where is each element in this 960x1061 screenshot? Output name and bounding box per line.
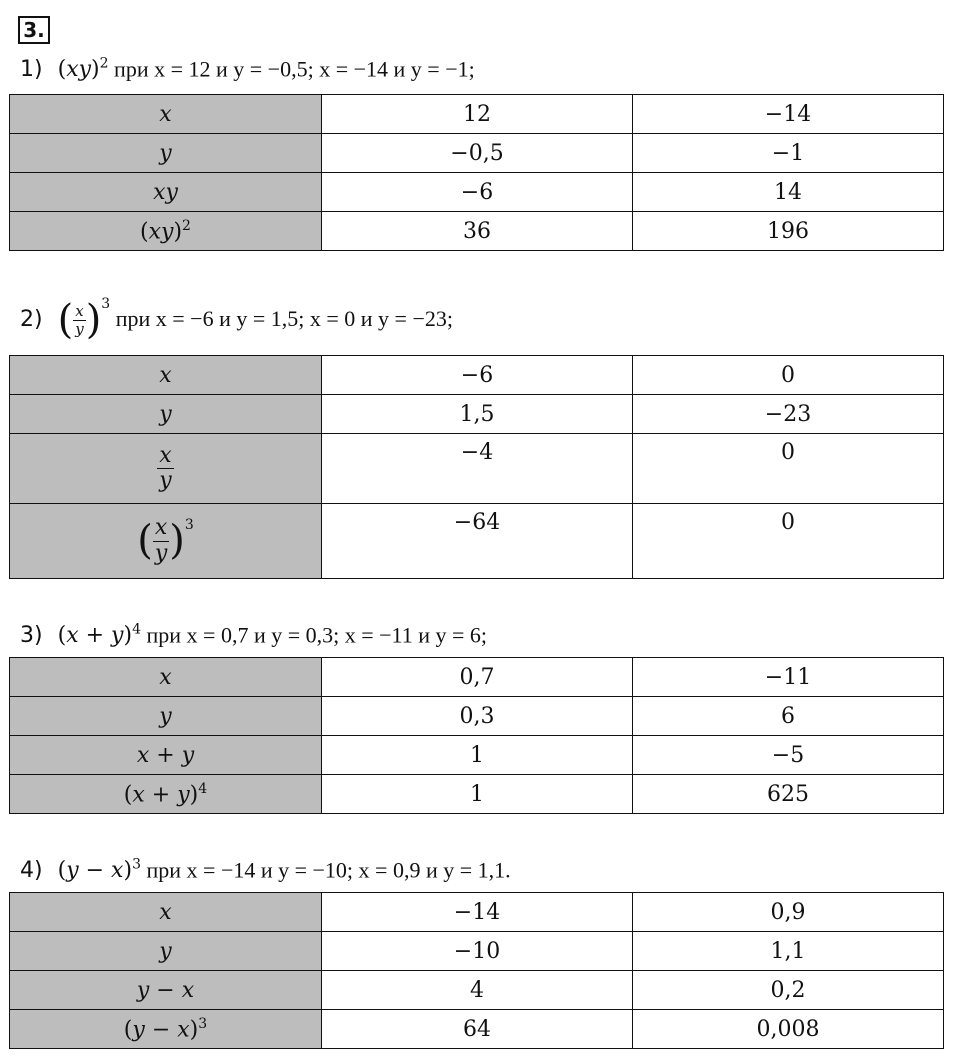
table-cell: 0,008 bbox=[633, 1010, 944, 1049]
problem-2-label: 2) bbox=[20, 307, 43, 332]
table-cell: 625 bbox=[633, 775, 944, 814]
table-cell: 1,1 bbox=[633, 932, 944, 971]
table-row bbox=[10, 932, 944, 971]
table-cell: 0,9 bbox=[633, 893, 944, 932]
table-row bbox=[10, 893, 944, 932]
problem-3-statement bbox=[20, 622, 487, 648]
table-cell: −14 bbox=[322, 893, 633, 932]
table-cell: −5 bbox=[633, 736, 944, 775]
row-head: x bbox=[10, 95, 322, 134]
table-cell: 0 bbox=[633, 504, 944, 579]
table-row bbox=[10, 1010, 944, 1049]
row-head: y bbox=[10, 932, 322, 971]
table-cell: 1,5 bbox=[322, 395, 633, 434]
table-cell: −10 bbox=[322, 932, 633, 971]
task-number: 3. bbox=[18, 16, 50, 44]
table-cell: −1 bbox=[633, 134, 944, 173]
problem-1-statement bbox=[20, 56, 475, 82]
row-head: x bbox=[10, 356, 322, 395]
table-cell: 4 bbox=[322, 971, 633, 1010]
table-cell: 1 bbox=[322, 736, 633, 775]
row-head: x bbox=[10, 893, 322, 932]
problem-3-expression: $(x + y)^4$ bbox=[57, 622, 141, 649]
table-cell: 0,2 bbox=[633, 971, 944, 1010]
row-head: y bbox=[10, 134, 322, 173]
table-row bbox=[10, 434, 944, 504]
table-row bbox=[10, 212, 944, 251]
row-head: ( $\frac{x}{y}$ )$^3$ bbox=[10, 504, 322, 579]
problem-4-table bbox=[9, 892, 944, 1049]
table-cell: 36 bbox=[322, 212, 633, 251]
problem-4-label: 4) bbox=[20, 858, 43, 884]
table-cell: 6 bbox=[633, 697, 944, 736]
table-row bbox=[10, 658, 944, 697]
table-cell: −6 bbox=[322, 356, 633, 395]
table-row bbox=[10, 775, 944, 814]
table-row bbox=[10, 504, 944, 579]
problem-2-statement bbox=[20, 296, 453, 343]
row-head: (xy)$^2$ bbox=[10, 212, 322, 251]
table-cell: 0 bbox=[633, 356, 944, 395]
table-row bbox=[10, 134, 944, 173]
table-row bbox=[10, 356, 944, 395]
table-cell: −4 bbox=[322, 434, 633, 504]
row-head: y − x bbox=[10, 971, 322, 1010]
problem-1-condition: при x = 12 и y = −0,5; x = −14 и y = −1; bbox=[108, 56, 475, 82]
table-cell: −11 bbox=[633, 658, 944, 697]
problem-1-table bbox=[9, 94, 944, 251]
problem-2-expression: ( $\frac{x}{y}$ )$^3$ bbox=[57, 296, 111, 343]
table-cell: 1 bbox=[322, 775, 633, 814]
table-row bbox=[10, 395, 944, 434]
row-head: x + y bbox=[10, 736, 322, 775]
problem-1-expression: (xy)$^2$ bbox=[57, 56, 109, 83]
problem-3-table bbox=[9, 657, 944, 814]
table-cell: 0 bbox=[633, 434, 944, 504]
table-cell: −23 bbox=[633, 395, 944, 434]
problem-3-condition: при x = 0,7 и y = 0,3; x = −11 и y = 6; bbox=[140, 622, 488, 648]
row-head: $(y - x)^3$ bbox=[10, 1010, 322, 1049]
table-row bbox=[10, 697, 944, 736]
table-cell: 12 bbox=[322, 95, 633, 134]
table-row bbox=[10, 971, 944, 1010]
row-head: xy bbox=[10, 173, 322, 212]
table-cell: −6 bbox=[322, 173, 633, 212]
row-head: $(x + y)^4$ bbox=[10, 775, 322, 814]
row-head: $\frac{x}{y}$ bbox=[10, 434, 322, 504]
table-cell: 0,3 bbox=[322, 697, 633, 736]
problem-1-label: 1) bbox=[20, 57, 43, 83]
problem-2-table bbox=[9, 355, 944, 579]
table-cell: −0,5 bbox=[322, 134, 633, 173]
row-head: y bbox=[10, 395, 322, 434]
problem-4-expression: $(y - x)^3$ bbox=[57, 857, 141, 884]
table-cell: 0,7 bbox=[322, 658, 633, 697]
problem-4-condition: при x = −14 и y = −10; x = 0,9 и y = 1,1. bbox=[140, 857, 511, 883]
row-head: x bbox=[10, 658, 322, 697]
table-cell: 64 bbox=[322, 1010, 633, 1049]
table-cell: 196 bbox=[633, 212, 944, 251]
table-cell: −64 bbox=[322, 504, 633, 579]
problem-4-statement bbox=[20, 857, 511, 883]
table-row bbox=[10, 736, 944, 775]
row-head: y bbox=[10, 697, 322, 736]
table-row bbox=[10, 173, 944, 212]
problem-3-label: 3) bbox=[20, 623, 43, 649]
table-row bbox=[10, 95, 944, 134]
table-cell: 14 bbox=[633, 173, 944, 212]
problem-2-condition: при x = −6 и y = 1,5; x = 0 и y = −23; bbox=[110, 306, 453, 331]
table-cell: −14 bbox=[633, 95, 944, 134]
